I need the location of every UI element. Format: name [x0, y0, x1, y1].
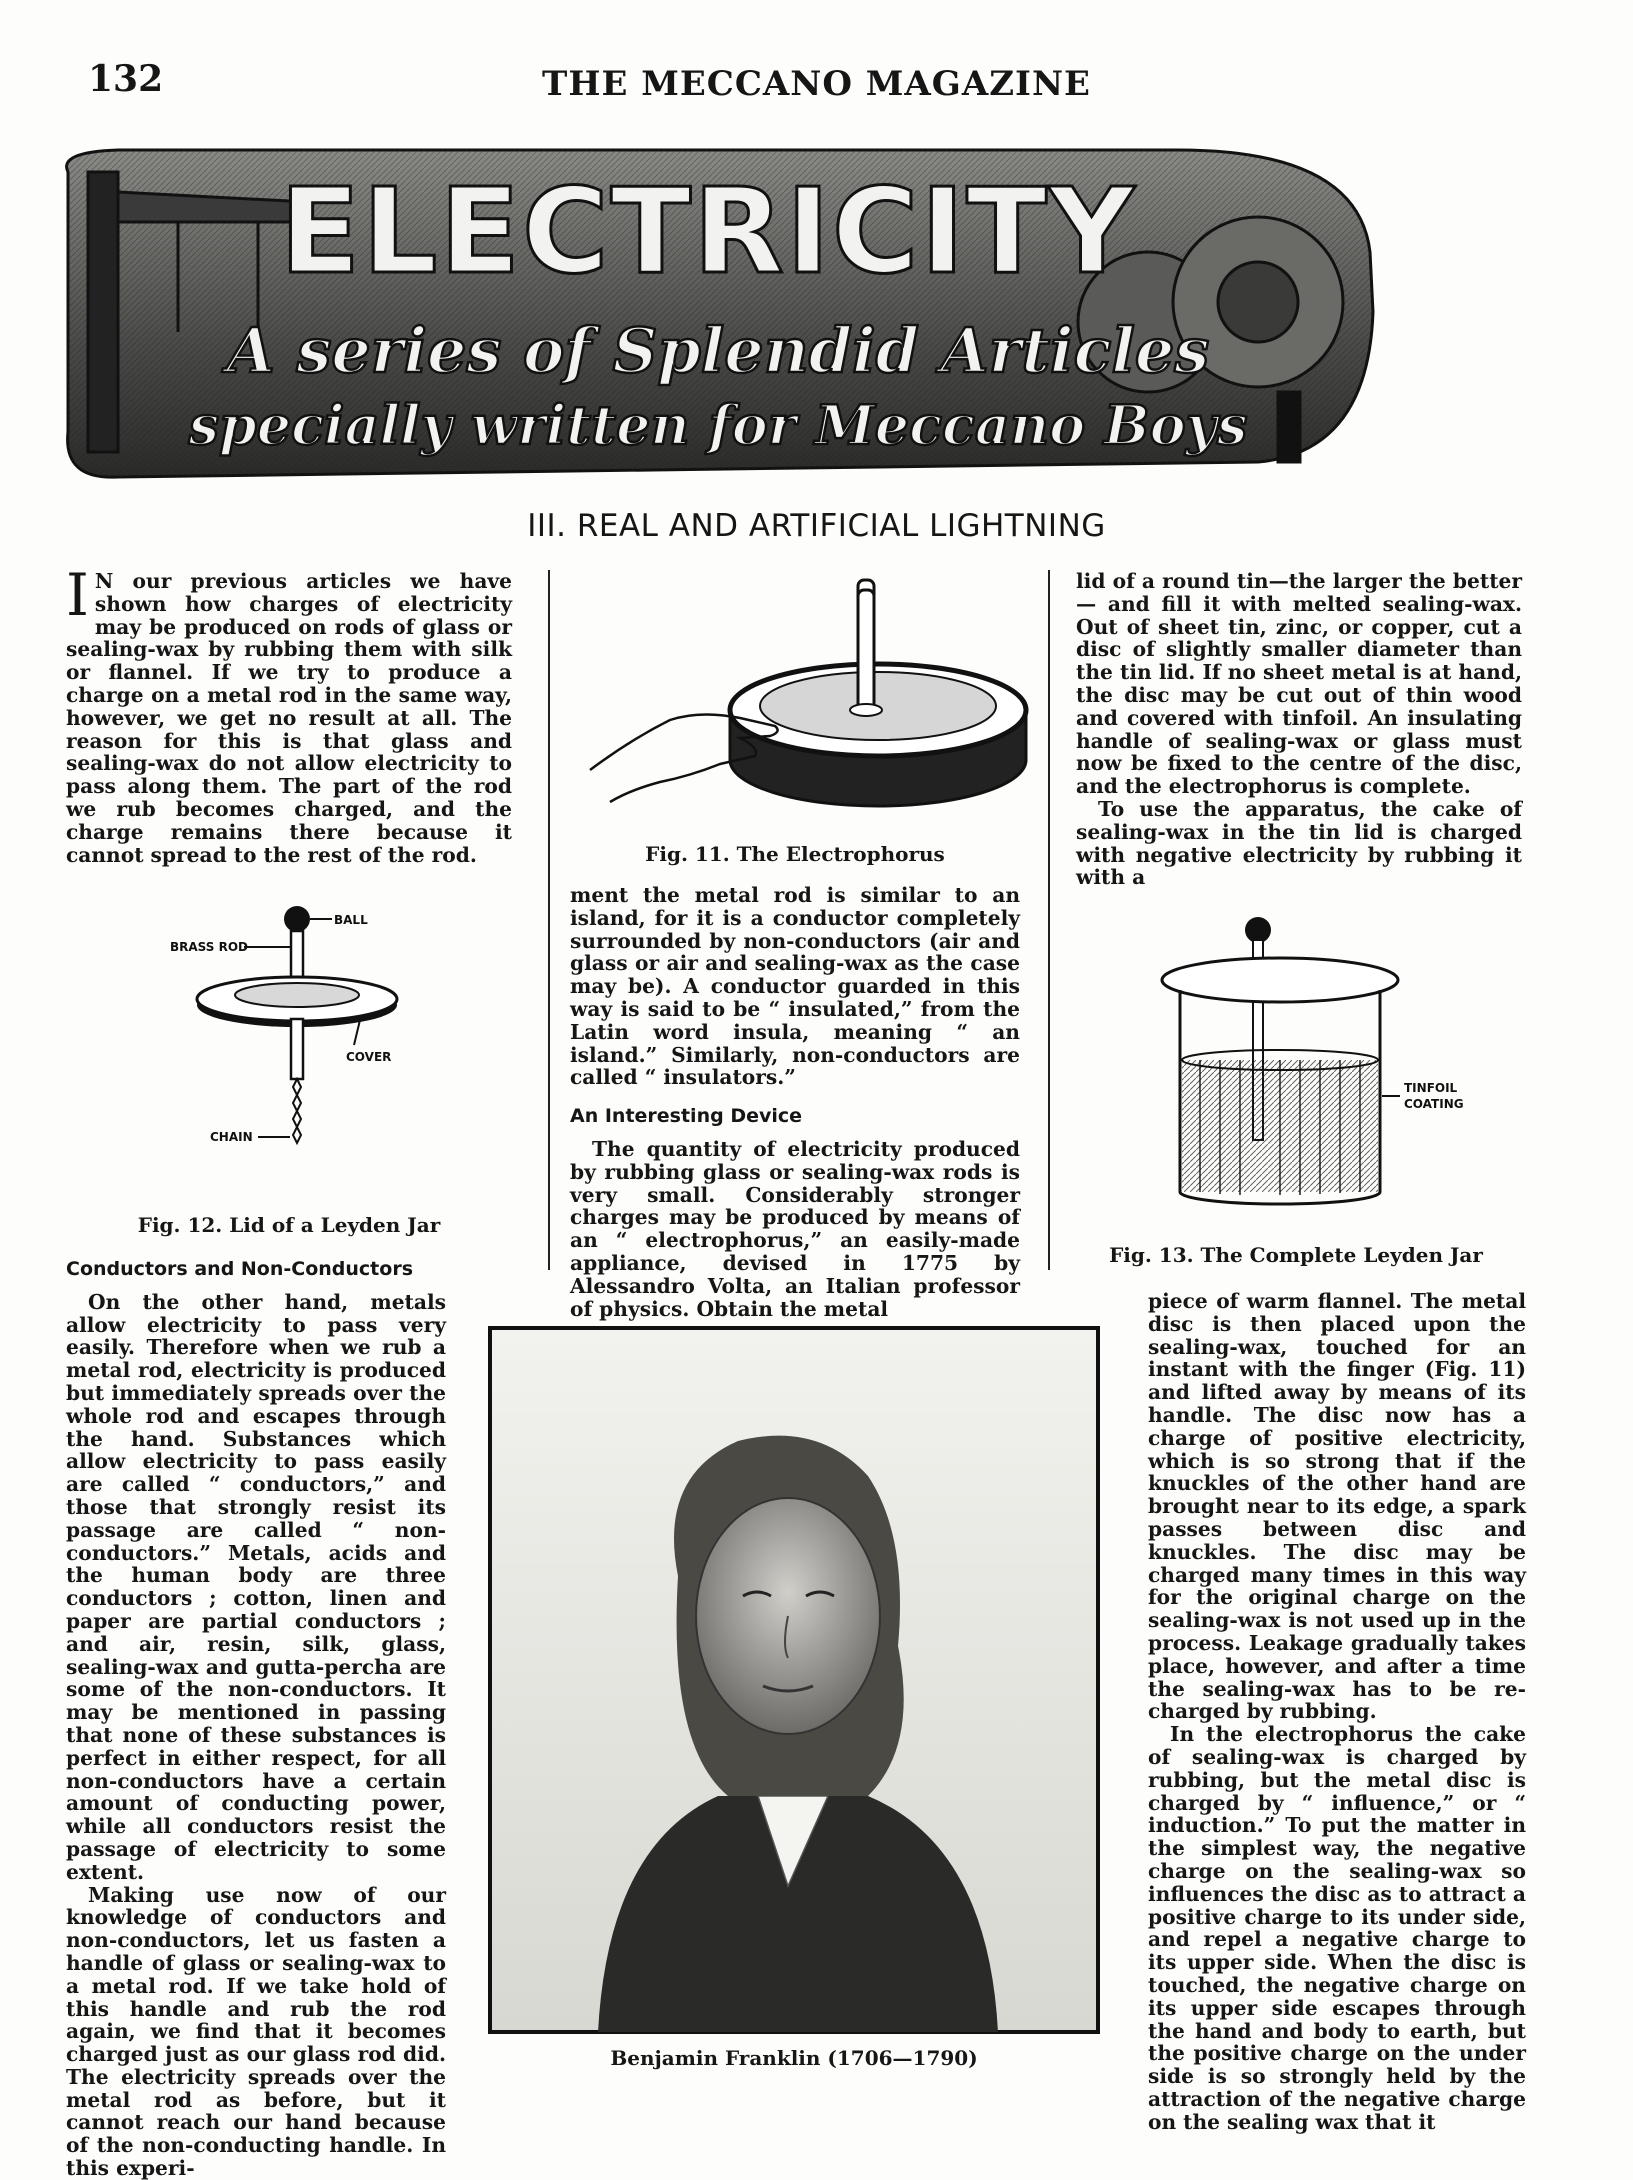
fig12-leyden-lid [160, 895, 400, 1165]
column-rule [1048, 570, 1050, 1270]
paragraph: piece of warm flannel. The metal disc is then placed upon the sealing-wax, touched for an instant with the finger (Fig. 11) and lifted away by means of its handle. The disc now has a charge of positive electricity, which is so strong that if the knuckles of the other hand are brought near to its edge, a spark passes between disc and knuckles. The disc may be charged many times in this way for the original charge on the sealing-wax is not used up in the process. Leakage gradually takes place, however, and after a time the sealing-wax has to be re-charged by rubbing. [1148, 1289, 1526, 1724]
paragraph: On the other hand, metals allow electricity to pass very easily. Therefore when we rub a metal rod, electricity is produced but immediately spreads over the whole rod and escapes through the hand. Substances which allow electricity to pass easily are called “ conductors,” and those that strongly resist its passage are called “ non-conductors.” Metals, acids and the human body are three conductors ; cotton, linen and paper are partial conductors ; and air, resin, silk, glass, sealing-wax and gutta-percha are some of the non-conductors. It may be mentioned in passing that none of these substances is perfect in either respect, for all non-conductors have a certain amount of conducting power, while all conductors resist the passage of electricity to some extent. [66, 1289, 446, 1884]
fig12-label-ball: BALL [334, 913, 368, 927]
paragraph: Making use now of our knowledge of conductors and non-conductors, let us fasten a handle of glass or sealing-wax to a metal rod. If we take hold of this handle and rub the rod again, we find that it becomes charged just as our glass rod did. The electricity spreads over the metal rod as before, but it cannot reach our hand because of the non-conducting handle. In this experi- [66, 1882, 446, 2180]
column-3-top [1076, 570, 1522, 889]
portrait-caption: Benjamin Franklin (1706—1790) [610, 2046, 978, 2070]
fig12-label-rod: BRASS ROD [170, 940, 248, 954]
banner-line2: specially written for Meccano Boys [188, 393, 1248, 457]
column-3-bottom [1148, 1290, 1526, 2133]
fig11-electrophorus [570, 570, 1030, 830]
paragraph-intro: I N our previous articles we have shown how charges of electricity may be produced on rods of glass or sealing-wax by rubbing them with silk or flannel. If we try to produce a charge on a metal rod in the same way, however, we get no result at all. The reason for this is that glass and sealing-wax do not allow electricity to pass along them. The part of the rod we rub becomes charged, and the charge remains there because it cannot spread to the rest of the rod. [66, 561, 512, 867]
column-rule [548, 570, 550, 1270]
fig12-label-cover: COVER [346, 1050, 392, 1064]
fig13-label-tinfoil: TINFOIL [1404, 1081, 1458, 1095]
magazine-title: THE MECCANO MAGAZINE [542, 64, 1091, 104]
fig12-caption: Fig. 12. Lid of a Leyden Jar [137, 1213, 441, 1237]
article-heading: III. REAL AND ARTIFICIAL LIGHTNING [527, 508, 1106, 544]
fig11-caption: Fig. 11. The Electrophorus [645, 842, 945, 866]
paragraph: In the electrophorus the cake of sealing-wax is charged by rubbing, but the metal disc is charged by “ influence,” or “ induction.” To put the matter in the simplest way, the negative charge on the sealing-wax so influences the disc as to attract a positive charge to its under side, and repel a negative charge to its upper side. When the disc is touched, the negative charge on its upper side escapes through the hand and body to earth, but the positive charge on the under side is so strongly held by the attraction of the negative charge on the sealing wax that it [1148, 1722, 1526, 2134]
subhead-device: An Interesting Device [570, 1105, 803, 1128]
banner-title: ELECTRICITY [279, 162, 1137, 300]
column-2 [570, 884, 1020, 1320]
page-number: 132 [88, 58, 164, 100]
paragraph: ment the metal rod is similar to an island, for it is a conductor completely surrounded by non-conductors (air and glass or air and sealing-wax as the case may be). A conductor guarded in this way is said to be “ insulated,” from the Latin word insula, meaning “ an island.” Similarly, non-conductors are called “ insulators.” [570, 883, 1020, 1090]
drop-cap: I [66, 561, 89, 629]
franklin-portrait [488, 1326, 1100, 2034]
header-banner [58, 132, 1378, 490]
fig12-label-chain: CHAIN [210, 1130, 253, 1144]
fig13-label-coating: COATING [1404, 1097, 1464, 1111]
paragraph: lid of a round tin—the larger the better— and fill it with melted sealing-wax. Out of sheet tin, zinc, or copper, cut a disc of slightly smaller diameter than the tin lid. If no sheet metal is at hand, the disc may be cut out of thin wood and covered with tinfoil. An insulating handle of sealing-wax or glass must now be fixed to the centre of the disc, and the electrophorus is complete. [1076, 569, 1522, 799]
fig13-leyden-jar [1160, 910, 1480, 1210]
paragraph: To use the apparatus, the cake of sealing-wax in the tin lid is charged with negative electricity by rubbing it with a [1076, 796, 1522, 890]
banner-line1: A series of Splendid Articles [226, 314, 1210, 387]
column-1-bottom [66, 1258, 446, 2180]
subhead-conductors: Conductors and Non-Conductors [66, 1258, 414, 1280]
fig13-caption: Fig. 13. The Complete Leyden Jar [1109, 1243, 1483, 1267]
column-1-top [66, 561, 512, 867]
paragraph: The quantity of electricity produced by rubbing glass or sealing-wax rods is very small. Considerably stronger charges may be produced by means of an “ electrophorus,” an easily-made appliance, devised in 1775 by Alessandro Volta, an Italian professor of physics. Obtain the metal [570, 1136, 1020, 1321]
